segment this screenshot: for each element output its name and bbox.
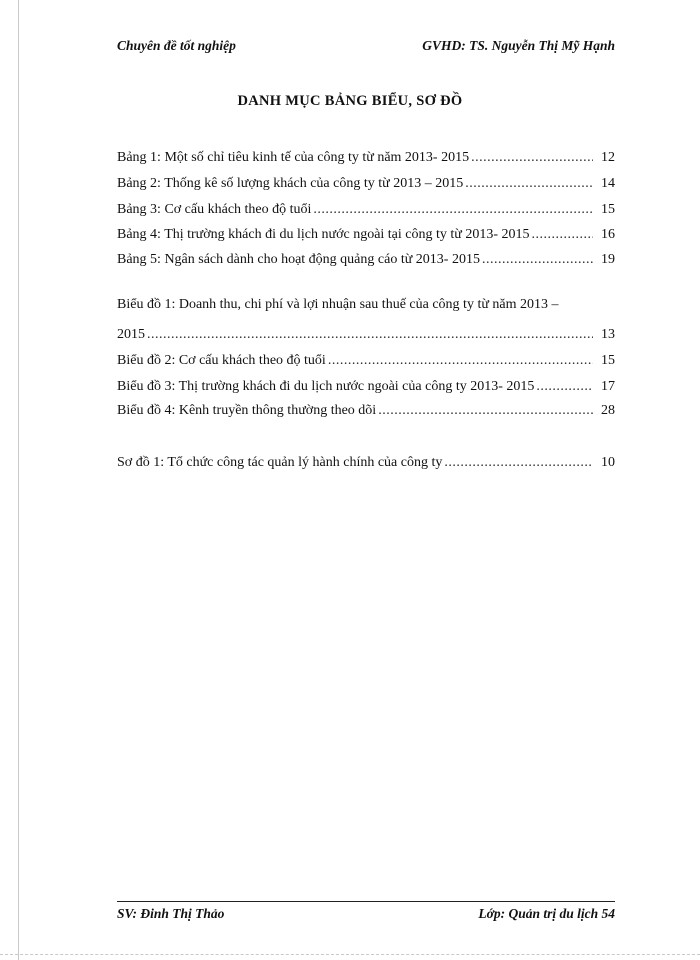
toc-entry-page: 19	[601, 252, 615, 267]
toc-entry-page: 15	[601, 202, 615, 217]
toc-entry-table-5[interactable]	[117, 250, 615, 270]
toc-entry-table-3[interactable]	[117, 200, 615, 220]
footer-right-text: Lớp: Quản trị du lịch 54	[478, 906, 615, 921]
toc-entry-label: Biểu đồ 3: Thị trường khách đi du lịch nước ngoài của công ty 2013- 2015	[117, 379, 535, 394]
toc-entry-page: 16	[601, 227, 615, 242]
toc-entry-label: Bảng 2: Thống kê số lượng khách của công ty từ 2013 – 2015	[117, 176, 464, 191]
toc-entry-label-continued: 2015	[117, 327, 145, 342]
toc-entry-label: Bảng 5: Ngân sách dành cho hoạt động quảng cáo từ 2013- 2015	[117, 252, 480, 267]
toc-entry-label: Bảng 3: Cơ cấu khách theo độ tuổi	[117, 202, 312, 217]
toc-entry-page: 12	[601, 150, 615, 165]
dot-leader	[536, 377, 593, 397]
toc-entry-table-1[interactable]	[117, 148, 615, 168]
toc-entry-label: Biểu đồ 2: Cơ cấu khách theo độ tuổi	[117, 353, 326, 368]
toc-entry-chart-1[interactable]	[117, 325, 615, 345]
toc-entry-label: Biểu đồ 1: Doanh thu, chi phí và lợi nhuận sau thuế của công ty từ năm 2013 –	[117, 297, 559, 312]
page-edge-bottom	[0, 954, 700, 956]
page-header	[117, 38, 615, 56]
toc-entry-page: 15	[601, 353, 615, 368]
toc-entry-page: 17	[601, 379, 615, 394]
toc-entry-chart-3[interactable]	[117, 377, 615, 397]
dot-leader	[444, 453, 593, 473]
header-left-text: Chuyên đề tốt nghiệp	[117, 38, 236, 53]
toc-entry-page: 13	[601, 327, 615, 342]
dot-leader	[313, 200, 593, 220]
page-edge-left	[18, 0, 19, 960]
dot-leader	[471, 148, 593, 168]
toc-entry-chart-2[interactable]	[117, 351, 615, 371]
toc-entry-page: 14	[601, 176, 615, 191]
dot-leader	[532, 225, 593, 245]
toc-entry-page: 28	[601, 403, 615, 418]
footer-divider	[117, 901, 615, 902]
toc-entry-chart-4[interactable]	[117, 401, 615, 421]
toc-entry-label: Sơ đồ 1: Tổ chức công tác quản lý hành chính của công ty	[117, 455, 443, 470]
dot-leader	[465, 174, 593, 194]
page-footer	[117, 906, 615, 924]
page-title: DANH MỤC BẢNG BIỂU, SƠ ĐỒ	[237, 93, 463, 109]
dot-leader	[328, 351, 593, 371]
toc-entry-table-2[interactable]	[117, 174, 615, 194]
dot-leader	[482, 250, 593, 270]
toc-entry-label: Bảng 1: Một số chỉ tiêu kinh tế của công ty từ năm 2013- 2015	[117, 150, 470, 165]
toc-entry-page: 10	[601, 455, 615, 470]
toc-entry-label: Biểu đồ 4: Kênh truyền thông thường theo dõi	[117, 403, 377, 418]
footer-left-text: SV: Đinh Thị Thảo	[117, 906, 225, 921]
dot-leader	[147, 325, 593, 345]
toc-entry-chart-1-line1[interactable]	[117, 295, 615, 315]
toc-entry-table-4[interactable]	[117, 225, 615, 245]
toc-entry-label: Bảng 4: Thị trường khách đi du lịch nước ngoài tại công ty từ 2013- 2015	[117, 227, 530, 242]
dot-leader	[378, 401, 593, 421]
header-right-text: GVHD: TS. Nguyễn Thị Mỹ Hạnh	[422, 38, 615, 53]
toc-entry-diagram-1[interactable]	[117, 453, 615, 473]
